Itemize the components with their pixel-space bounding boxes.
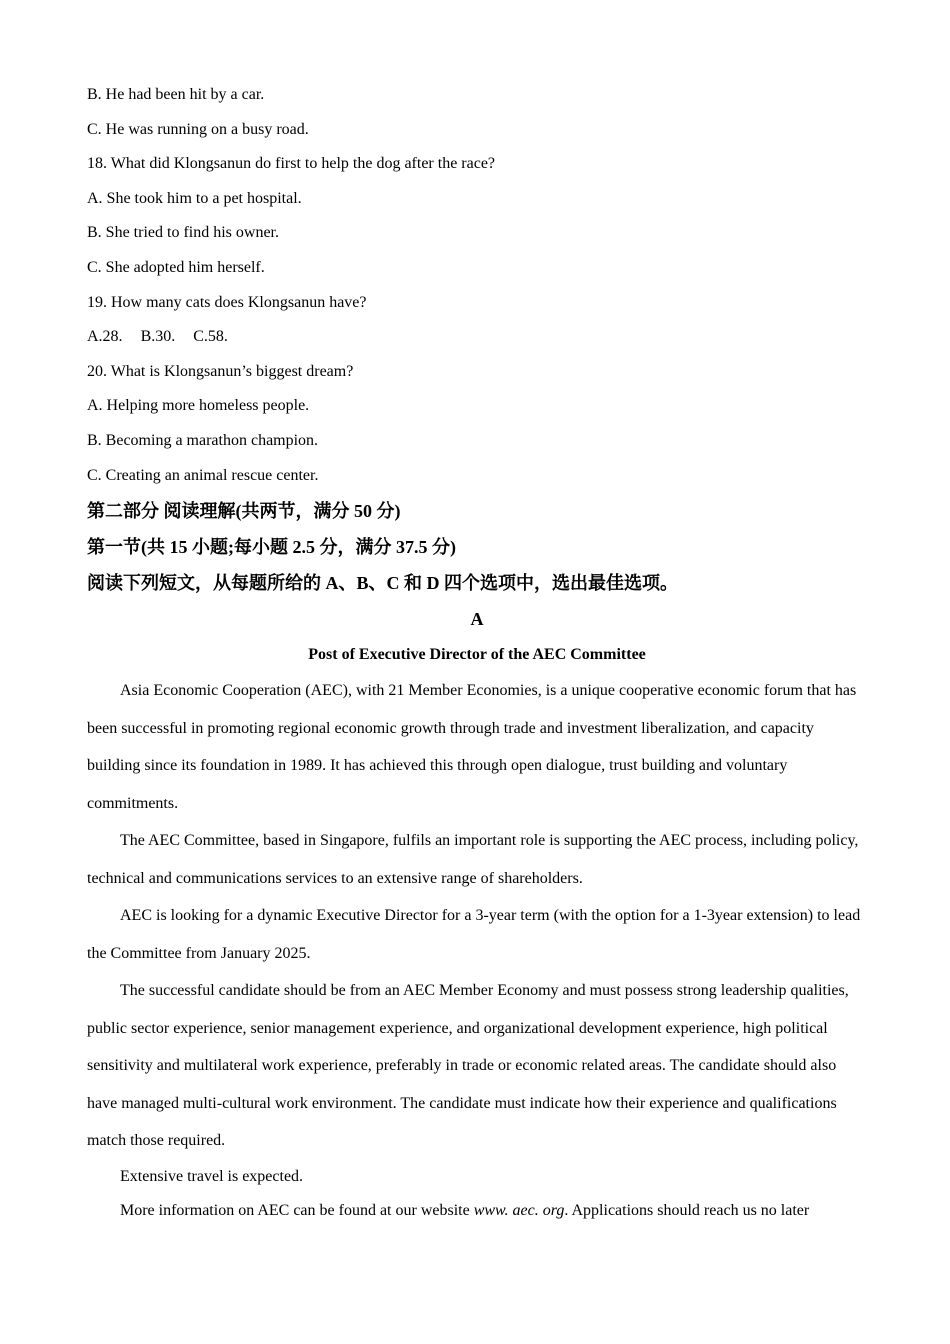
q17-option-c: C. He was running on a busy road.: [87, 120, 309, 138]
q17-option-b: B. He had been hit by a car.: [87, 86, 265, 103]
passage-paragraph-1: Asia Economic Cooperation (AEC), with 21 Member Economies, is a unique cooperative economic forum that has been successful in promoting regional economic growth through trade and investment liberalization, and capacity building since its foundation in 1989. It has achieved this through open dialogue, trust building and voluntary commitments.: [87, 682, 857, 812]
passage-paragraph-3: AEC is looking for a dynamic Executive Director for a 3-year term (with the option for a 1-3year extension) to lead the Committee from January 2025.: [87, 907, 861, 962]
q19-option-b: B.30.: [140, 328, 176, 346]
passage-title: Post of Executive Director of the AEC Committee: [308, 646, 646, 664]
q18-stem: 18. What did Klongsanun do first to help the dog after the race?: [87, 155, 496, 173]
passage-paragraph-4: The successful candidate should be from an AEC Member Economy and must possess strong leadership qualities, public sector experience, senior management experience, and organizational development experience, high political sensitivity and multilateral work experience, preferably in trade or economic related areas. The candidate should also have managed multi-cultural work environment. The candidate must indicate how their experience and qualifications match those required.: [87, 982, 849, 1150]
q19-option-c: C.58.: [193, 328, 228, 346]
passage-paragraph-2: The AEC Committee, based in Singapore, fulfils an important role is supporting the AEC process, including policy, technical and communications services to an extensive range of shareholders.: [87, 832, 859, 887]
instruction: 阅读下列短文，从每题所给的 A、B、C 和 D 四个选项中，选出最佳选项。: [87, 573, 678, 594]
passage-label: A: [470, 609, 484, 630]
q18-option-b: B. She tried to find his owner.: [87, 224, 279, 242]
passage-paragraph-5: Extensive travel is expected.: [120, 1167, 304, 1185]
website-link: www. aec. org: [473, 1202, 565, 1220]
q19-stem: 19. How many cats does Klongsanun have?: [87, 293, 367, 311]
q19-option-a: A.28.: [87, 328, 123, 346]
paragraph-6-text-after: . Applications should reach us no later: [564, 1202, 810, 1220]
part-title: 第二部分 阅读理解(共两节，满分 50 分): [87, 501, 401, 522]
q20-option-b: B. Becoming a marathon champion.: [87, 431, 319, 449]
q18-option-c: C. She adopted him herself.: [87, 258, 265, 276]
document-page: [87, 78, 867, 1229]
paragraph-6-text-before: More information on AEC can be found at our website: [120, 1202, 474, 1220]
q18-option-a: A. She took him to a pet hospital.: [87, 189, 302, 207]
q20-option-c: C. Creating an animal rescue center.: [87, 466, 319, 484]
q20-option-a: A. Helping more homeless people.: [87, 397, 310, 415]
q19-options: [87, 320, 867, 355]
q20-stem: 20. What is Klongsanun’s biggest dream?: [87, 362, 354, 380]
passage-paragraph-6: [87, 1194, 867, 1229]
subsection-title: 第一节(共 15 小题;每小题 2.5 分，满分 37.5 分): [87, 537, 456, 558]
